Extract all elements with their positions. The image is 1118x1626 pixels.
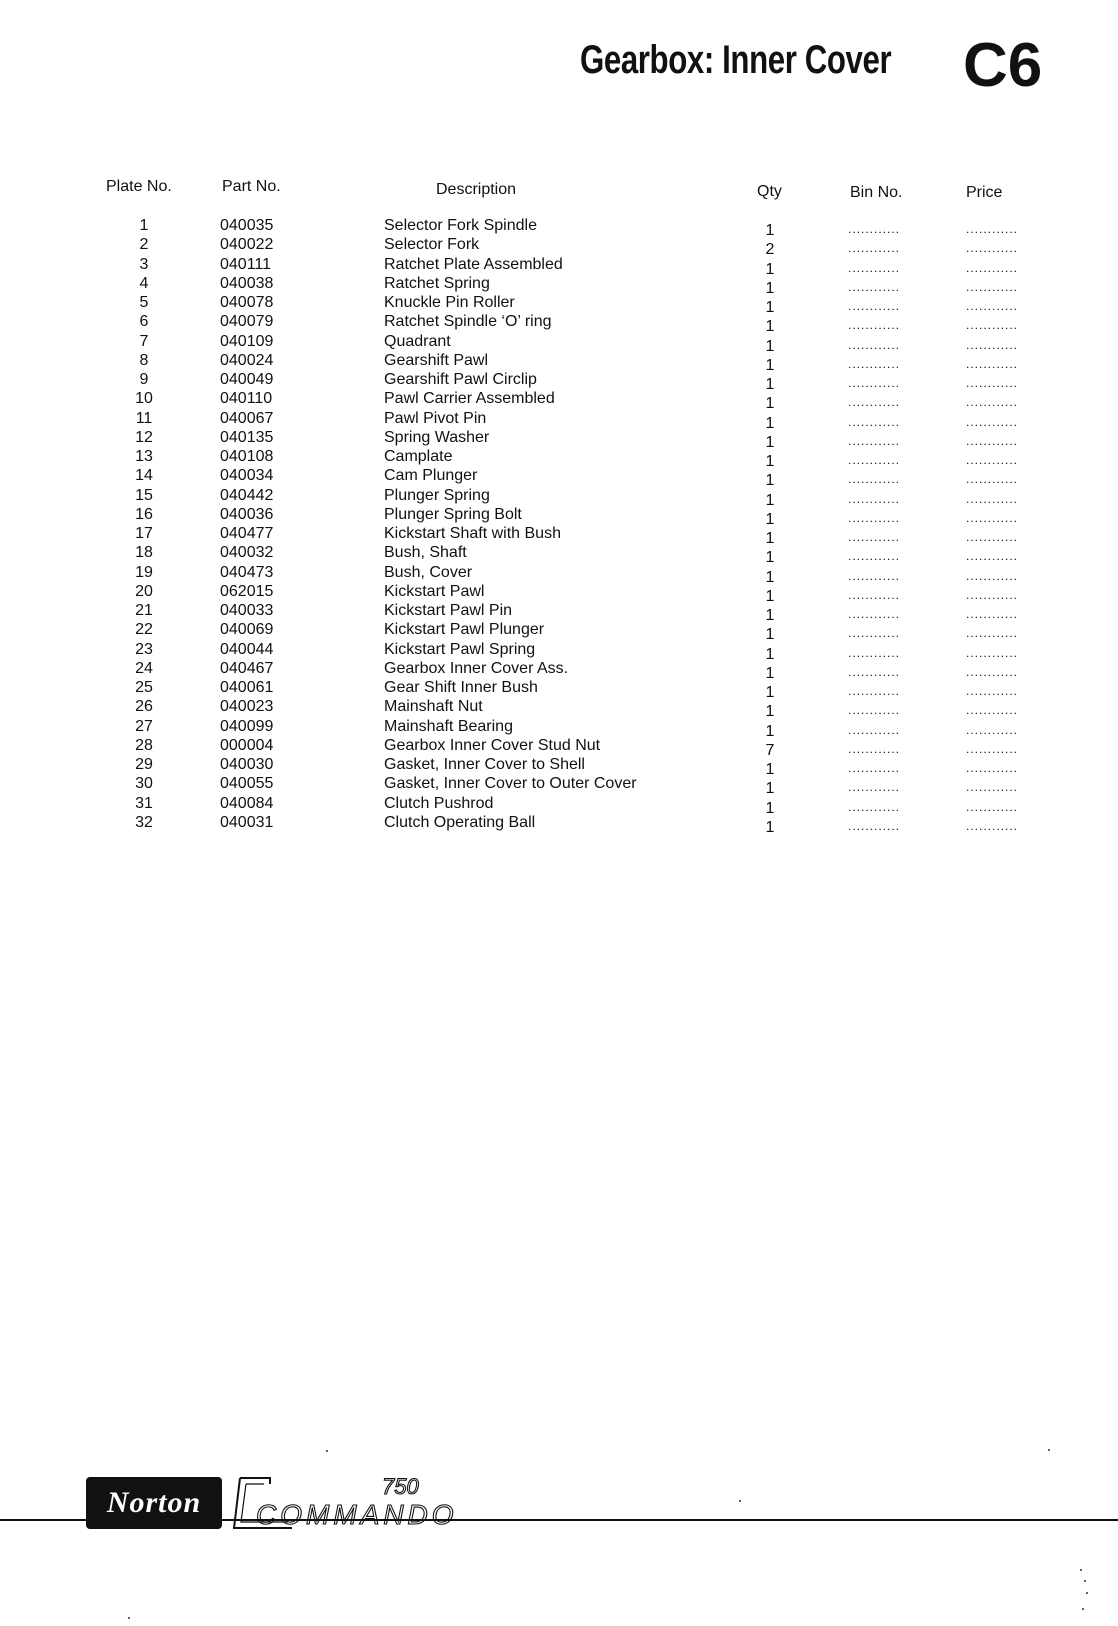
col-header-qty: Qty: [757, 183, 782, 200]
description: Camplate: [384, 448, 453, 465]
price-blank: ............: [966, 318, 1019, 333]
plate-no: 3: [139, 255, 149, 273]
description: Gearbox Inner Cover Ass.: [384, 659, 569, 677]
part-no: 040024: [220, 351, 274, 369]
quantity: 1: [765, 318, 775, 336]
part-no: 040055: [220, 775, 274, 793]
bin-no-blank: ............: [848, 472, 901, 487]
description: Spring Washer: [384, 428, 490, 446]
description: Knuckle Pin Roller: [384, 294, 515, 311]
description: Bush, Cover: [384, 563, 473, 581]
description: Kickstart Pawl Pin: [384, 602, 513, 619]
part-no: 040036: [220, 505, 274, 523]
price-blank: ............: [966, 337, 1019, 352]
plate-no: 24: [135, 659, 153, 677]
price-blank: ............: [966, 491, 1019, 506]
plate-no: 7: [139, 332, 149, 350]
quantity: 1: [765, 607, 775, 624]
quantity: 1: [765, 222, 775, 239]
description: Clutch Pushrod: [384, 794, 494, 812]
part-no: 040110: [220, 390, 273, 408]
table-row: [0, 717, 1118, 740]
quantity: 1: [765, 530, 775, 547]
description: Bush, Shaft: [384, 544, 467, 562]
bin-no-blank: ............: [848, 645, 901, 660]
speck: [1086, 1592, 1088, 1594]
plate-no: 5: [139, 294, 149, 311]
description: Kickstart Pawl Spring: [384, 640, 536, 658]
quantity: 1: [765, 587, 775, 605]
price-blank: ............: [966, 472, 1019, 487]
quantity: 1: [765, 799, 775, 817]
plate-no: 18: [135, 544, 153, 562]
description: Kickstart Pawl: [384, 582, 485, 600]
bin-no-blank: ............: [848, 279, 901, 294]
part-no: 040031: [220, 813, 274, 831]
price-blank: ............: [966, 510, 1019, 525]
quantity: 7: [765, 741, 775, 759]
table-row: [0, 678, 1118, 701]
price-blank: ............: [966, 453, 1019, 467]
part-no: 040109: [220, 332, 274, 350]
plate-no: 4: [139, 274, 149, 292]
quantity: 1: [765, 491, 775, 509]
table-row: [0, 697, 1118, 721]
plate-no: 17: [135, 525, 153, 542]
bin-no-blank: ............: [848, 568, 901, 583]
plate-no: 6: [139, 313, 149, 331]
table-row: [0, 794, 1118, 817]
description: Selector Fork: [384, 236, 480, 254]
model-number: 750: [382, 1474, 419, 1499]
table-row: [0, 620, 1118, 644]
part-no: 040034: [220, 467, 274, 485]
plate-no: 21: [135, 602, 153, 619]
bin-no-blank: ............: [848, 395, 901, 410]
quantity: 1: [765, 568, 775, 586]
plate-no: 14: [135, 467, 153, 485]
price-blank: ............: [966, 376, 1019, 390]
price-blank: ............: [966, 433, 1019, 448]
description: Pawl Carrier Assembled: [384, 390, 555, 408]
price-blank: ............: [966, 587, 1019, 602]
quantity: 1: [765, 453, 775, 470]
part-no: 040078: [220, 294, 274, 311]
bin-no-blank: ............: [848, 337, 901, 352]
price-blank: ............: [966, 818, 1019, 833]
bin-no-blank: ............: [848, 260, 901, 275]
bin-no-blank: ............: [848, 414, 901, 429]
table-row: [0, 563, 1118, 586]
price-blank: ............: [966, 530, 1019, 544]
part-no: 040084: [220, 794, 274, 812]
quantity: 1: [765, 279, 775, 297]
quantity: 1: [765, 645, 775, 663]
description: Mainshaft Bearing: [384, 717, 513, 735]
plate-no: 12: [135, 428, 153, 446]
quantity: 1: [765, 414, 775, 432]
speck: [128, 1617, 130, 1619]
description: Gasket, Inner Cover to Shell: [384, 756, 585, 773]
table-row: [0, 293, 1118, 316]
bin-no-blank: ............: [848, 626, 901, 641]
price-blank: ............: [966, 607, 1019, 621]
price-blank: ............: [966, 780, 1019, 795]
part-no: 040061: [220, 679, 274, 696]
plate-no: 32: [135, 813, 153, 831]
plate-no: 8: [139, 351, 149, 369]
price-blank: ............: [966, 722, 1019, 737]
part-no: 040044: [220, 640, 274, 658]
quantity: 1: [765, 337, 775, 355]
part-no: 040049: [220, 371, 274, 388]
part-no: 040099: [220, 717, 274, 735]
plate-no: 20: [135, 582, 153, 600]
price-blank: ............: [966, 664, 1019, 679]
description: Plunger Spring Bolt: [384, 505, 522, 523]
table-row: [0, 428, 1118, 451]
part-no: 040030: [220, 756, 274, 773]
part-no: 040032: [220, 544, 274, 562]
description: Ratchet Spindle ‘O’ ring: [384, 313, 552, 331]
page-title: Gearbox: Inner Cover: [580, 38, 892, 82]
table-row: [0, 409, 1118, 432]
quantity: 1: [765, 703, 775, 721]
description: Kickstart Pawl Plunger: [384, 621, 545, 639]
table-row: [0, 755, 1118, 778]
bin-no-blank: ............: [848, 222, 901, 236]
brand-name: Norton: [106, 1486, 202, 1519]
commando-logo: [232, 1474, 512, 1532]
part-no: 040111: [220, 255, 272, 273]
description: Kickstart Shaft with Bush: [384, 525, 561, 542]
part-no: 040108: [220, 448, 274, 465]
table-row: [0, 486, 1118, 509]
part-no: 040067: [220, 409, 274, 427]
speck: [326, 1450, 328, 1452]
plate-no: 1: [139, 217, 149, 234]
table-row: [0, 274, 1118, 297]
parts-table: [0, 216, 1118, 836]
bin-no-blank: ............: [848, 587, 901, 602]
price-blank: ............: [966, 741, 1019, 756]
bin-no-blank: ............: [848, 703, 901, 718]
col-header-description: Description: [436, 181, 517, 198]
plate-no: 31: [135, 794, 153, 812]
part-no: 040022: [220, 236, 274, 254]
plate-no: 16: [135, 505, 153, 523]
price-blank: ............: [966, 299, 1019, 313]
table-row: [0, 505, 1118, 528]
price-blank: ............: [966, 549, 1019, 564]
quantity: 1: [765, 299, 775, 316]
plate-no: 11: [135, 409, 153, 427]
quantity: 1: [765, 395, 775, 413]
plate-no: 15: [135, 486, 153, 504]
bin-no-blank: ............: [848, 453, 901, 467]
bin-no-blank: ............: [848, 799, 901, 814]
bin-no-blank: ............: [848, 780, 901, 795]
bin-no-blank: ............: [848, 530, 901, 544]
plate-no: 2: [139, 236, 149, 254]
plate-no: 25: [135, 679, 153, 696]
price-blank: ............: [966, 414, 1019, 429]
description: Ratchet Spring: [384, 274, 490, 292]
table-row: [0, 543, 1118, 567]
part-no: 040473: [220, 563, 274, 581]
price-blank: ............: [966, 279, 1019, 294]
plate-no: 30: [135, 775, 153, 793]
description: Mainshaft Nut: [384, 698, 483, 716]
plate-no: 22: [135, 621, 153, 639]
bin-no-blank: ............: [848, 356, 901, 371]
speck: [739, 1500, 741, 1502]
description: Plunger Spring: [384, 486, 490, 504]
col-header-plate: Plate No.: [106, 178, 172, 195]
bin-no-blank: ............: [848, 664, 901, 679]
bin-no-blank: ............: [848, 376, 901, 390]
col-header-price: Price: [966, 184, 1003, 201]
speck: [1080, 1569, 1082, 1571]
plate-no: 10: [135, 390, 153, 408]
description: Clutch Operating Ball: [384, 813, 536, 831]
table-row: [0, 813, 1118, 836]
bin-no-blank: ............: [848, 241, 901, 256]
quantity: 1: [765, 684, 775, 701]
price-blank: ............: [966, 260, 1019, 275]
description: Gearshift Pawl: [384, 351, 489, 369]
price-blank: ............: [966, 799, 1019, 814]
bin-no-blank: ............: [848, 761, 901, 775]
table-row: [0, 332, 1118, 355]
quantity: 1: [765, 549, 775, 567]
bin-no-blank: ............: [848, 318, 901, 333]
speck: [1084, 1580, 1086, 1582]
description: Gearbox Inner Cover Stud Nut: [384, 736, 601, 754]
price-blank: ............: [966, 395, 1019, 410]
price-blank: ............: [966, 241, 1019, 256]
plate-no: 9: [139, 371, 149, 388]
bin-no-blank: ............: [848, 549, 901, 564]
price-blank: ............: [966, 356, 1019, 371]
part-no: 040038: [220, 274, 274, 292]
part-no: 040069: [220, 621, 274, 639]
table-row: [0, 370, 1118, 393]
part-no: 040135: [220, 428, 274, 446]
bin-no-blank: ............: [848, 607, 901, 621]
table-row: [0, 312, 1118, 336]
part-no: 040442: [220, 486, 274, 504]
table-row: [0, 351, 1118, 374]
description: Ratchet Plate Assembled: [384, 255, 563, 273]
plate-no: 28: [135, 736, 153, 754]
price-blank: ............: [966, 222, 1019, 236]
price-blank: ............: [966, 568, 1019, 583]
quantity: 1: [765, 761, 775, 778]
plate-no: 29: [135, 756, 153, 773]
quantity: 1: [765, 472, 775, 490]
bin-no-blank: ............: [848, 722, 901, 737]
bin-no-blank: ............: [848, 491, 901, 506]
quantity: 1: [765, 664, 775, 682]
table-row: [0, 235, 1118, 259]
table-row: [0, 255, 1118, 278]
quantity: 2: [765, 241, 775, 259]
table-row: [0, 447, 1118, 470]
price-blank: ............: [966, 645, 1019, 660]
quantity: 1: [765, 722, 775, 740]
model-name: COMMANDO: [256, 1499, 458, 1530]
table-row: [0, 582, 1118, 605]
part-no: 040035: [220, 217, 274, 234]
table-row: [0, 640, 1118, 663]
description: Gear Shift Inner Bush: [384, 679, 538, 696]
table-row: [0, 466, 1118, 490]
speck: [1082, 1608, 1084, 1610]
price-blank: ............: [966, 626, 1019, 641]
col-header-bin: Bin No.: [850, 184, 903, 201]
part-no: 000004: [220, 736, 274, 754]
quantity: 1: [765, 626, 775, 644]
table-row: [0, 389, 1118, 413]
plate-no: 19: [135, 563, 153, 581]
table-row: [0, 524, 1118, 547]
part-no: 040467: [220, 659, 274, 677]
bin-no-blank: ............: [848, 818, 901, 833]
quantity: 1: [765, 510, 775, 528]
section-code: C6: [963, 31, 1043, 100]
bin-no-blank: ............: [848, 299, 901, 313]
norton-logo: [86, 1477, 222, 1529]
price-blank: ............: [966, 684, 1019, 698]
description: Cam Plunger: [384, 467, 478, 485]
description: Gearshift Pawl Circlip: [384, 371, 537, 388]
plate-no: 23: [135, 640, 153, 658]
quantity: 1: [765, 780, 775, 798]
plate-no: 26: [135, 698, 153, 716]
speck: [1048, 1449, 1050, 1451]
quantity: 1: [765, 818, 775, 836]
price-blank: ............: [966, 761, 1019, 775]
quantity: 1: [765, 376, 775, 393]
description: Selector Fork Spindle: [384, 217, 537, 234]
part-no: 040079: [220, 313, 274, 331]
part-no: 040477: [220, 525, 274, 542]
table-row: [0, 774, 1118, 798]
bin-no-blank: ............: [848, 433, 901, 448]
description: Quadrant: [384, 332, 451, 350]
table-row: [0, 216, 1118, 239]
bin-no-blank: ............: [848, 684, 901, 698]
table-row: [0, 659, 1118, 682]
table-row: [0, 601, 1118, 624]
part-no: 040023: [220, 698, 274, 716]
table-row: [0, 736, 1118, 759]
price-blank: ............: [966, 703, 1019, 718]
part-no: 040033: [220, 602, 274, 619]
part-no: 062015: [220, 582, 274, 600]
description: Gasket, Inner Cover to Outer Cover: [384, 775, 637, 793]
bin-no-blank: ............: [848, 510, 901, 525]
description: Pawl Pivot Pin: [384, 409, 487, 427]
col-header-part: Part No.: [222, 178, 281, 195]
quantity: 1: [765, 433, 775, 451]
plate-no: 13: [135, 448, 153, 465]
quantity: 1: [765, 260, 775, 278]
quantity: 1: [765, 356, 775, 374]
plate-no: 27: [135, 717, 153, 735]
bin-no-blank: ............: [848, 741, 901, 756]
